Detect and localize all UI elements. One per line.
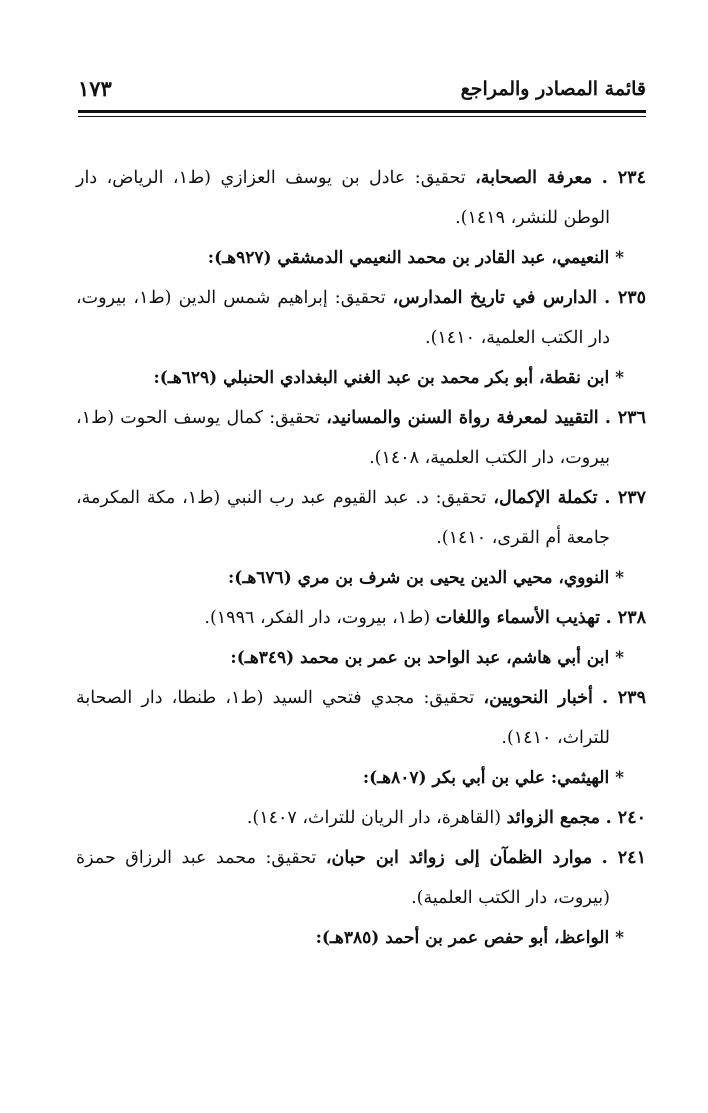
entry-number: ٢٣٩ . bbox=[601, 688, 646, 708]
entry-title: مجمع الزوائد bbox=[506, 808, 601, 828]
entry-details: تحقيق: د. عبد القيوم عبد رب النبي (ط١، مكة المكرمة، جامعة أم القرى، ١٤١٠). bbox=[76, 488, 610, 548]
author-bullet: * bbox=[615, 648, 624, 668]
author-bullet: * bbox=[615, 768, 624, 788]
entry-title: تهذيب الأسماء واللغات bbox=[435, 608, 601, 628]
entry-number: ٢٣٧ . bbox=[604, 488, 647, 508]
author-heading bbox=[76, 358, 646, 398]
entry-number: ٢٣٦ . bbox=[604, 408, 646, 428]
entry-title: تكملة الإكمال، bbox=[493, 488, 598, 508]
entry-details: تحقيق: عادل بن يوسف العزازي (ط١، الرياض، دار الوطن للنشر، ١٤١٩). bbox=[76, 168, 610, 228]
page-number: ١٧٣ bbox=[78, 76, 112, 101]
bibliography-entry bbox=[76, 598, 646, 638]
entry-details: تحقيق: كمال يوسف الحوت (ط١، بيروت، دار الكتب العلمية، ١٤٠٨). bbox=[76, 408, 610, 468]
entry-details: تحقيق: محمد عبد الرزاق حمزة (بيروت، دار الكتب العلمية). bbox=[76, 848, 610, 908]
bibliography-entry bbox=[76, 278, 646, 358]
bibliography-entry bbox=[76, 478, 646, 558]
bibliography-entry bbox=[76, 838, 646, 918]
author-name: ابن أبي هاشم، عبد الواحد بن عمر بن محمد (٣٤٩هـ): bbox=[230, 648, 610, 668]
running-title: قائمة المصادر والمراجع bbox=[460, 78, 646, 100]
author-bullet: * bbox=[615, 248, 624, 268]
page-header bbox=[78, 74, 646, 108]
author-bullet: * bbox=[615, 928, 624, 948]
bibliography-entry bbox=[76, 398, 646, 478]
bibliography-entry bbox=[76, 158, 646, 238]
entry-number: ٢٣٤ . bbox=[601, 168, 646, 188]
entry-number: ٢٣٥ . bbox=[604, 288, 647, 308]
header-rule-thin bbox=[78, 116, 646, 117]
entry-details: (القاهرة، دار الريان للتراث، ١٤٠٧). bbox=[246, 808, 502, 828]
author-name: النووي، محيي الدين يحيى بن شرف بن مري (٦٧٦هـ): bbox=[228, 568, 610, 588]
entry-details: تحقيق: مجدي فتحي السيد (ط١، طنطا، دار الصحابة للتراث، ١٤١٠). bbox=[76, 688, 610, 748]
header-rule-thick bbox=[78, 110, 646, 113]
author-heading bbox=[76, 558, 646, 598]
bibliography-entry bbox=[76, 678, 646, 758]
entry-title: الدارس في تاريخ المدارس، bbox=[392, 288, 598, 308]
entry-title: موارد الظمآن إلى زوائد ابن حبان، bbox=[325, 848, 593, 868]
author-heading bbox=[76, 918, 646, 958]
bibliography-list bbox=[76, 158, 646, 958]
author-name: الهيثمي: علي بن أبي بكر (٨٠٧هـ): bbox=[362, 768, 610, 788]
bibliography-entry bbox=[76, 798, 646, 838]
entry-number: ٢٤٠ . bbox=[605, 808, 646, 828]
author-bullet: * bbox=[615, 568, 624, 588]
author-heading bbox=[76, 638, 646, 678]
author-heading bbox=[76, 758, 646, 798]
entry-title: التقييد لمعرفة رواة السنن والمسانيد، bbox=[326, 408, 599, 428]
author-name: النعيمي، عبد القادر بن محمد النعيمي الدمشقي (٩٢٧هـ): bbox=[207, 248, 610, 268]
author-bullet: * bbox=[615, 368, 624, 388]
entry-details: (ط١، بيروت، دار الفكر، ١٩٩٦). bbox=[204, 608, 431, 628]
entry-details: تحقيق: إبراهيم شمس الدين (ط١، بيروت، دار الكتب العلمية، ١٤١٠). bbox=[76, 288, 610, 348]
entry-number: ٢٣٨ . bbox=[605, 608, 646, 628]
author-name: ابن نقطة، أبو بكر محمد بن عبد الغني البغدادي الحنبلي (٦٢٩هـ): bbox=[153, 368, 610, 388]
entry-number: ٢٤١ . bbox=[601, 848, 646, 868]
author-heading bbox=[76, 238, 646, 278]
entry-title: معرفة الصحابة، bbox=[475, 168, 593, 188]
entry-title: أخبار النحويين، bbox=[483, 688, 593, 708]
author-name: الواعظ، أبو حفص عمر بن أحمد (٣٨٥هـ): bbox=[315, 928, 610, 948]
